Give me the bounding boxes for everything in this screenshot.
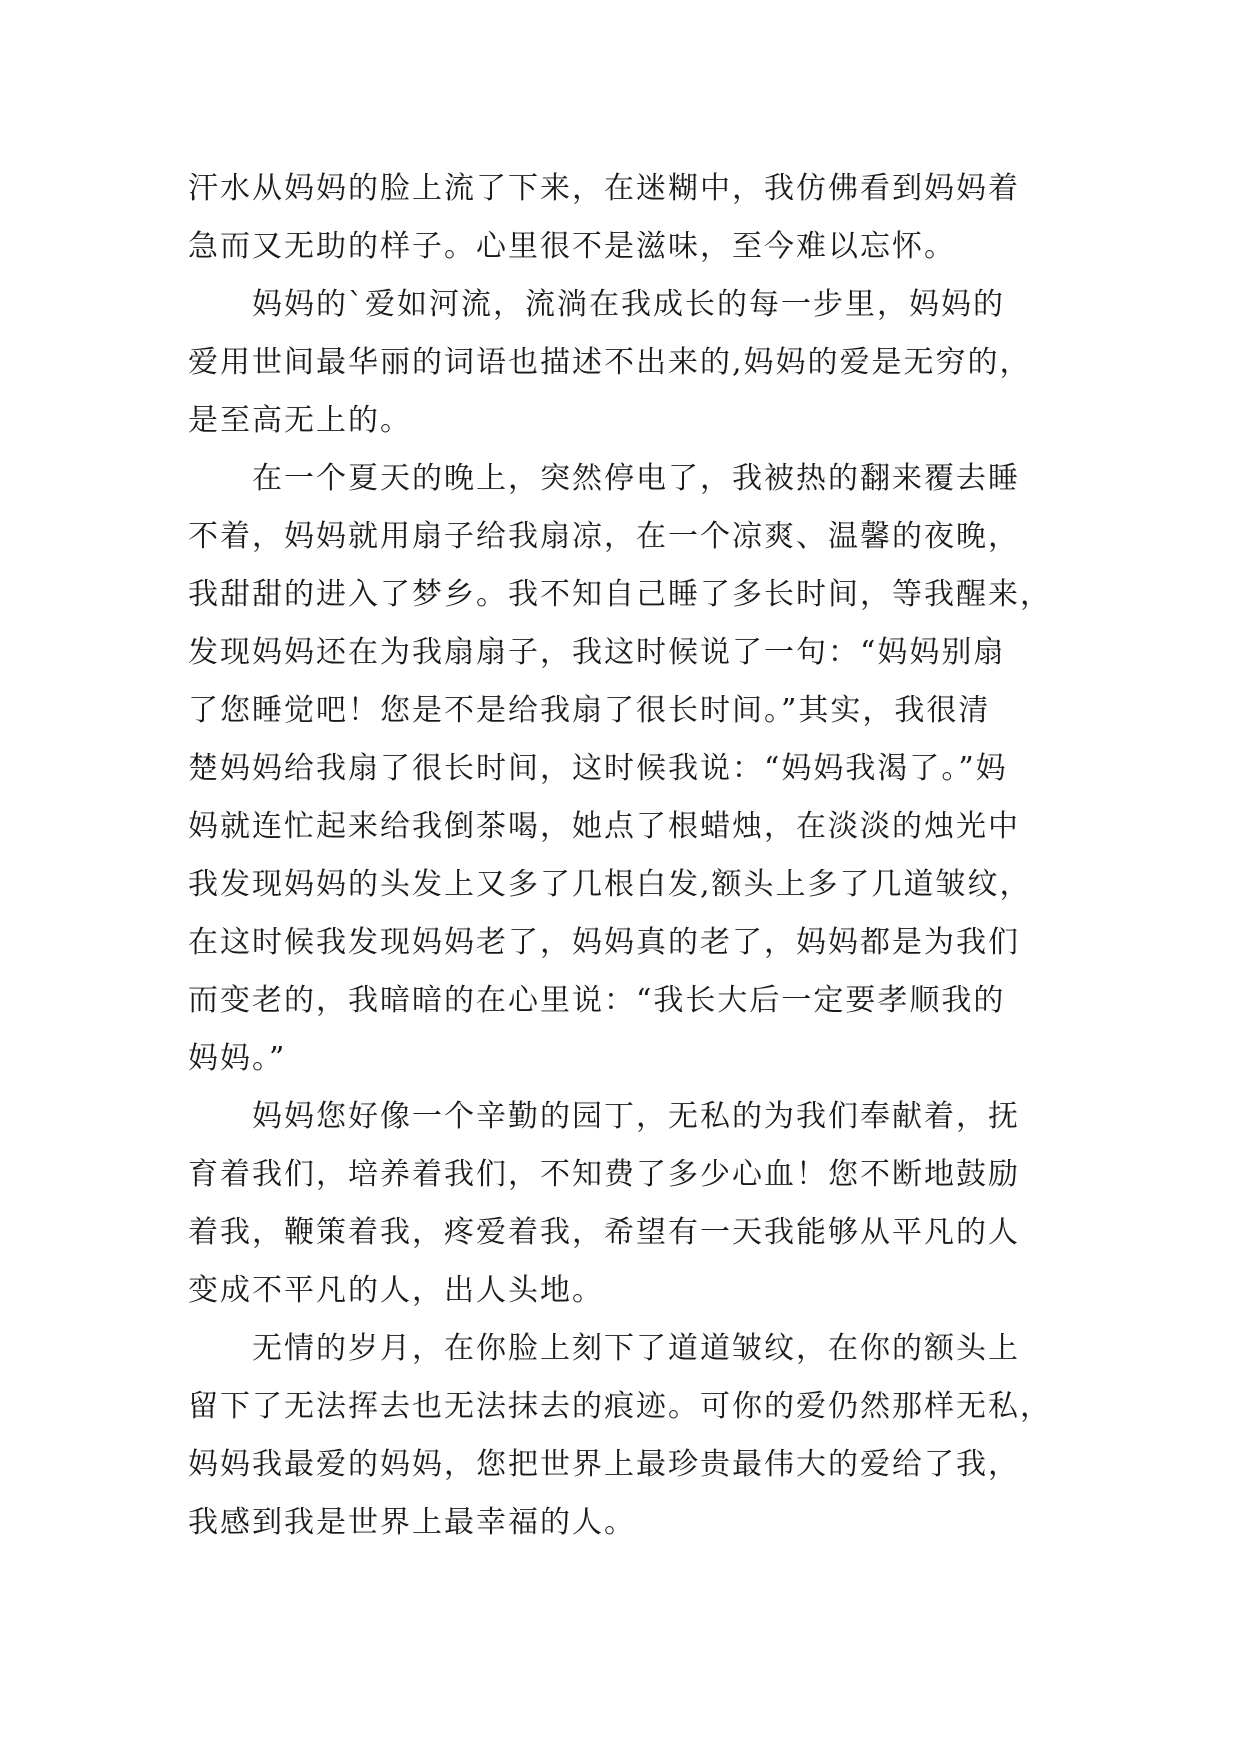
- text-line: 留下了无法挥去也无法抹去的痕迹。可你的爱仍然那样无私，: [188, 1389, 1052, 1424]
- text-line: 妈妈的`爱如河流，流淌在我成长的每一步里，妈妈的: [188, 287, 1005, 322]
- text-line: 我甜甜的进入了梦乡。我不知自己睡了多长时间，等我醒来，: [188, 577, 1052, 612]
- text-line: 急而又无助的样子。心里很不是滋味，至今难以忘怀。: [188, 229, 956, 264]
- paragraph: [188, 1088, 1068, 1320]
- text-line: 爱用世间最华丽的词语也描述不出来的,妈妈的爱是无穷的，: [188, 345, 1032, 380]
- text-line: 楚妈妈给我扇了很长时间，这时候我说：“妈妈我渴了。”妈: [188, 751, 1008, 786]
- paragraph: [188, 450, 1068, 1088]
- text-line: 育着我们，培养着我们，不知费了多少心血！您不断地鼓励: [188, 1157, 1020, 1192]
- paragraph: [188, 1320, 1068, 1552]
- text-line: 我发现妈妈的头发上又多了几根白发,额头上多了几道皱纹，: [188, 867, 1032, 902]
- paragraph: [188, 160, 1068, 276]
- text-line: 在这时候我发现妈妈老了，妈妈真的老了，妈妈都是为我们: [188, 925, 1020, 960]
- text-line: 妈妈我最爱的妈妈，您把世界上最珍贵最伟大的爱给了我，: [188, 1447, 1020, 1482]
- text-line: 变成不平凡的人，出人头地。: [188, 1273, 604, 1308]
- paragraph: [188, 276, 1068, 450]
- text-line: 了您睡觉吧！您是不是给我扇了很长时间。”其实，我很清: [188, 693, 991, 728]
- text-line: 妈就连忙起来给我倒茶喝，她点了根蜡烛，在淡淡的烛光中: [188, 809, 1020, 844]
- text-line: 我感到我是世界上最幸福的人。: [188, 1505, 636, 1540]
- text-line: 着我，鞭策着我，疼爱着我，希望有一天我能够从平凡的人: [188, 1215, 1020, 1250]
- text-line: 无情的岁月，在你脸上刻下了道道皱纹，在你的额头上: [188, 1331, 1020, 1366]
- essay-body: [188, 160, 1068, 1552]
- text-line: 在一个夏天的晚上，突然停电了，我被热的翻来覆去睡: [188, 461, 1020, 496]
- text-line: 妈妈。”: [188, 1041, 287, 1076]
- text-line: 而变老的，我暗暗的在心里说：“我长大后一定要孝顺我的: [188, 983, 1006, 1018]
- text-line: 汗水从妈妈的脸上流了下来，在迷糊中，我仿佛看到妈妈着: [188, 171, 1020, 206]
- text-line: 发现妈妈还在为我扇扇子，我这时候说了一句：“妈妈别扇: [188, 635, 1006, 670]
- text-line: 妈妈您好像一个辛勤的园丁，无私的为我们奉献着，抚: [188, 1099, 1020, 1134]
- text-line: 是至高无上的。: [188, 403, 412, 438]
- text-line: 不着，妈妈就用扇子给我扇凉，在一个凉爽、温馨的夜晚，: [188, 519, 1020, 554]
